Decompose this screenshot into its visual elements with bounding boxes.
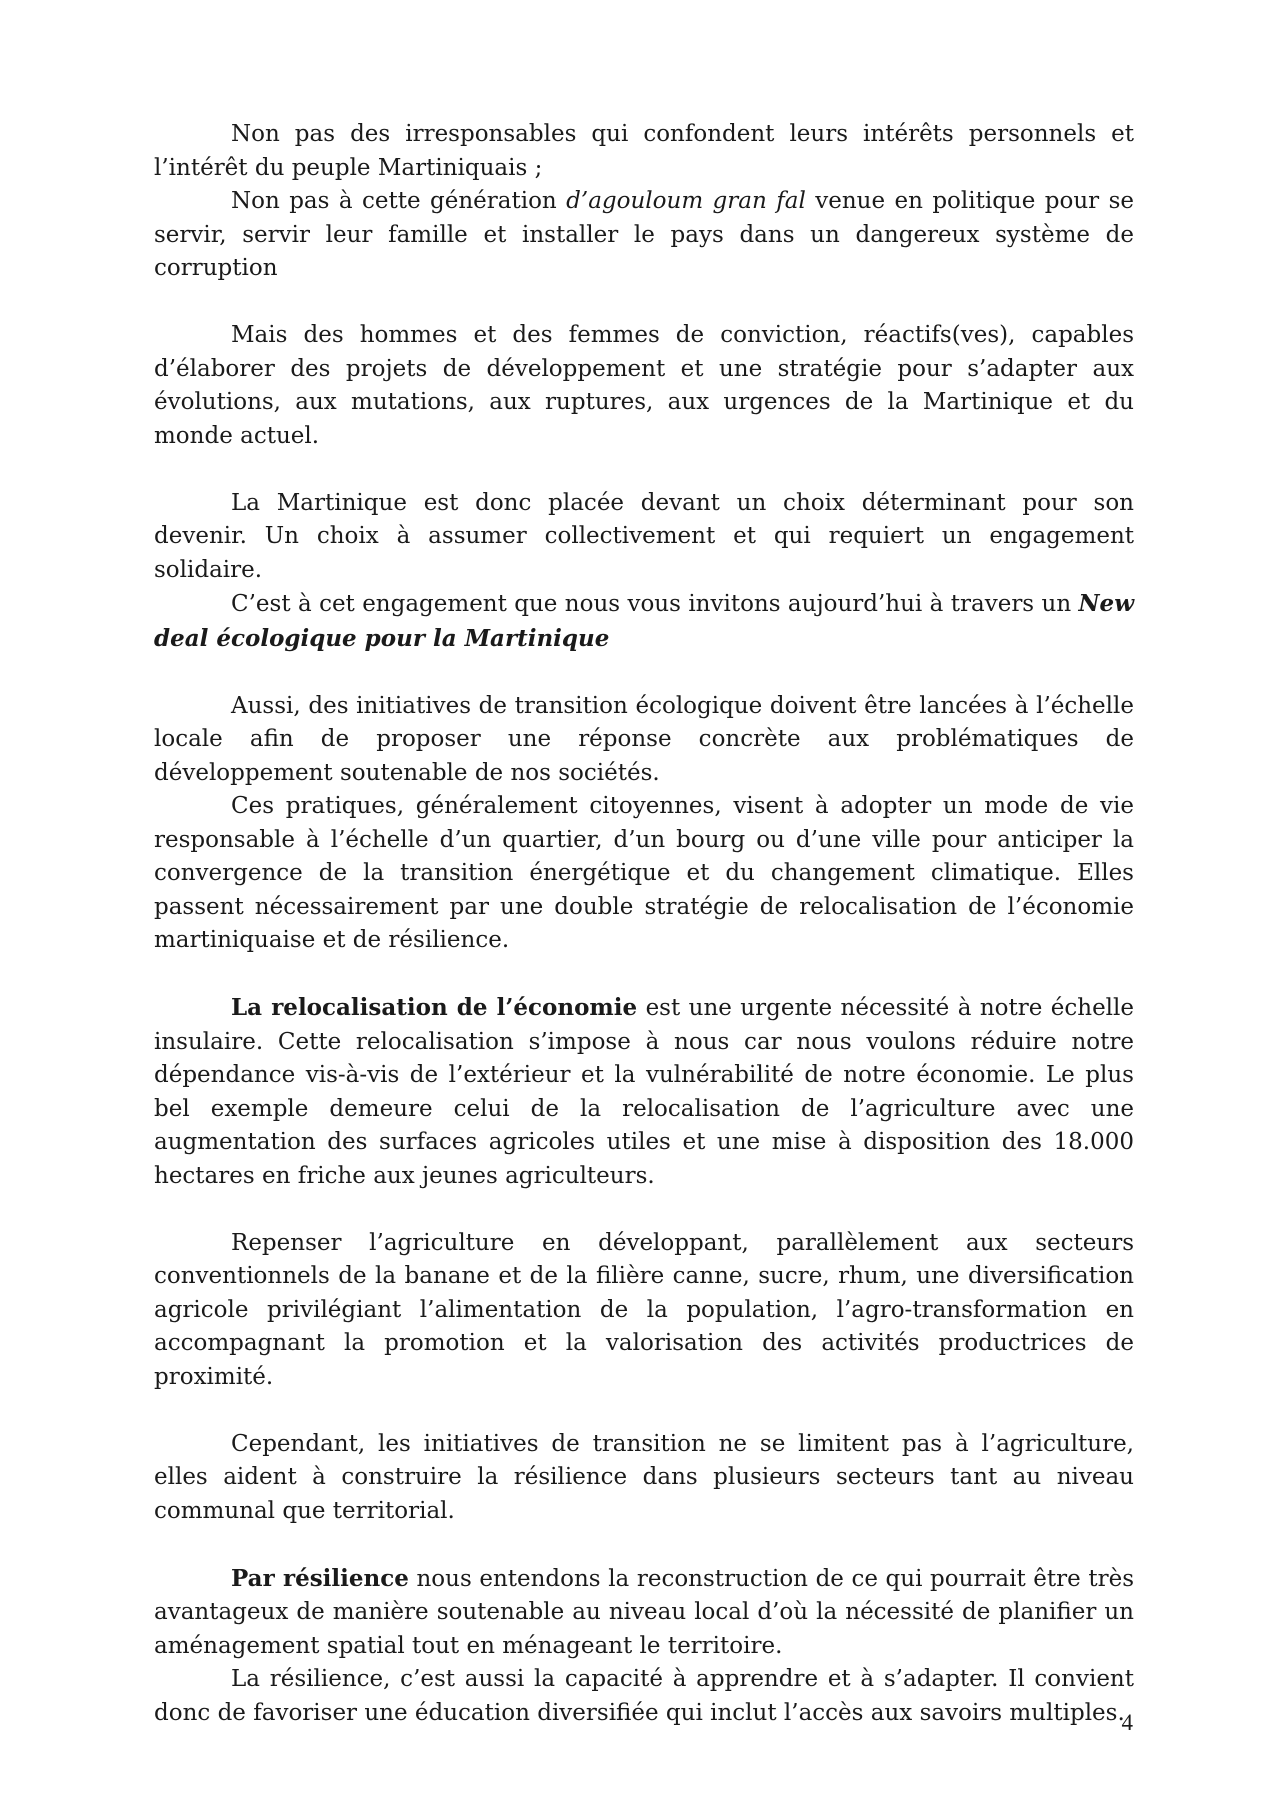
- paragraph: [154, 319, 1134, 453]
- bold-text: Par résilience: [231, 1564, 409, 1592]
- paragraph: [154, 118, 1134, 185]
- text-segment: La Martinique est donc placée devant un choix déterminant pour son devenir. Un choix à assumer collectivement et qui requiert un engagement solidaire.: [154, 489, 1134, 583]
- paragraph: [154, 185, 1134, 286]
- body-text: [154, 118, 1134, 1730]
- paragraph: [154, 487, 1134, 588]
- bold-text: La relocalisation de l’économie: [231, 994, 638, 1021]
- text-segment: est une urgente nécessité à notre échelle insulaire. Cette relocalisation s’impose à nous car nous voulons réduire notre dépendance vis-à-vis de l’extérieur et la vulnérabilité de notre économie. Le plus bel exemple demeure celui de la relocalisation de l’agriculture avec une augmentation des surfaces agricoles utiles et une mise à disposition des 18.000 hectares en friche aux jeunes agriculteurs.: [154, 995, 1135, 1189]
- text-segment: Non pas à cette génération: [231, 188, 567, 214]
- text-segment: C’est à cet engagement que nous vous invitons aujourd’hui à travers un: [231, 591, 1079, 617]
- text-segment: Mais des hommes et des femmes de conviction, réactifs(ves), capables d’élaborer des projets de développement et une stratégie pour s’adapter aux évolutions, aux mutations, aux ruptures, aux urgences de la Martinique et du monde actuel.: [154, 322, 1134, 449]
- text-segment: Cependant, les initiatives de transition ne se limitent pas à l’agriculture, elles aident à construire la résilience dans plusieurs secteurs tant au niveau communal que territorial.: [154, 1430, 1134, 1524]
- paragraph: [154, 1227, 1134, 1395]
- paragraph: [154, 790, 1134, 958]
- paragraph: [154, 690, 1134, 791]
- text-segment: nous entendons la reconstruction de ce qui pourrait être très avantageux de manière soutenable au niveau local d’où la nécessité de planifier un aménagement spatial tout en ménageant le territoire.: [154, 1565, 1134, 1659]
- paragraph: [154, 1562, 1134, 1664]
- text-segment: Repenser l’agriculture en développant, parallèlement aux secteurs conventionnels de la banane et de la filière canne, sucre, rhum, une diversification agricole privilégiant l’alimentation de la population, l’agro-transformation en accompagnant la promotion et la valorisation des activités productrices de proximité.: [154, 1229, 1134, 1390]
- text-segment: venue en politique pour se servir, servir leur famille et installer le pays dans un dangereux système de corruption: [154, 188, 1134, 281]
- paragraph: [154, 587, 1134, 656]
- italic-text: d’agouloum gran fal: [566, 188, 806, 214]
- text-segment: Aussi, des initiatives de transition écologique doivent être lancées à l’échelle locale afin de proposer une réponse concrète aux problématiques de développement soutenable de nos sociétés.: [154, 692, 1134, 786]
- paragraph: [154, 1663, 1134, 1730]
- paragraph: [154, 1428, 1134, 1529]
- paragraph: [154, 991, 1134, 1193]
- bold-italic-text: New deal écologique pour la Martinique: [154, 590, 1134, 652]
- text-segment: La résilience, c’est aussi la capacité à apprendre et à s’adapter. Il convient donc de favoriser une éducation diversifiée qui inclut l’accès aux savoirs multiples.: [154, 1666, 1134, 1726]
- page-number: 4: [1121, 1710, 1133, 1735]
- text-segment: Ces pratiques, généralement citoyennes, visent à adopter un mode de vie responsable à l’échelle d’un quartier, d’un bourg ou d’une ville pour anticiper la convergence de la transition énergétique et du changement climatique. Elles passent nécessairement par une double stratégie de relocalisation de l’économie martiniquaise et de résilience.: [154, 793, 1134, 953]
- text-segment: Non pas des irresponsables qui confondent leurs intérêts personnels et l’intérêt du peuple Martiniquais ;: [154, 121, 1134, 181]
